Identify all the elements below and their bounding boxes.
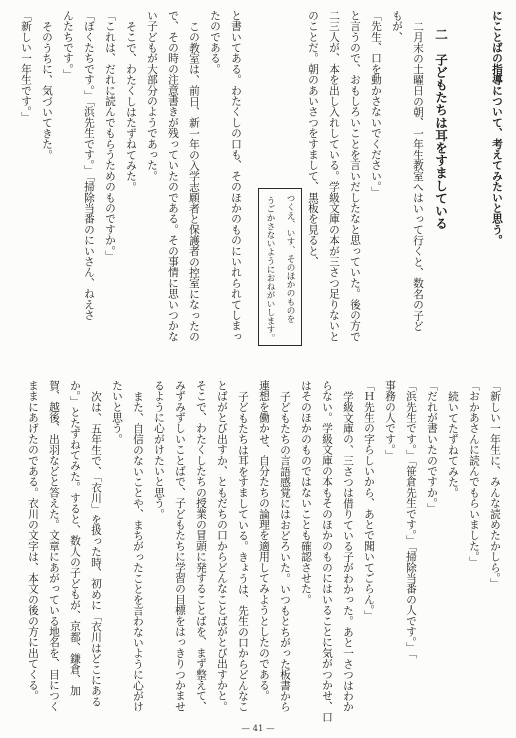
quote-line: 「だれが書いたのですか。」	[426, 380, 439, 514]
quote-line: 「先生、口を動かさないでください。」	[370, 10, 383, 198]
quote-line: 「Ｈ先生の字らしいから、あとで聞いてごらん。」	[363, 380, 376, 621]
body-line: 学級文庫の、三さつは借りている子がわかった。あと一さつはわか	[342, 391, 355, 712]
body-line: たのである。	[209, 10, 222, 75]
body-line: みずみずしいことばで、子どもたちに学習の目標をはっきりつかませ	[174, 380, 187, 712]
quote-line: 「浜先生です。」「笹倉先生です。」「掃除当番の人です。」「	[405, 380, 418, 659]
body-line: とばがとび出すか、ともだちの口からどんなことばがとび出すかと。	[216, 380, 229, 712]
notice-line: つくえ、いす、そのほかのものを	[285, 194, 295, 323]
body-line: この教室は、前日、新一年の入学志願者と保護者の控室になったの	[188, 21, 201, 342]
body-line: また、自信のないことや、まちがったことを言わないように心がけ	[132, 391, 145, 712]
body-line: 二月末の土曜日の朝、一年生教室へはいって行くと、数名の子ど	[412, 21, 425, 332]
body-line: と書いてある。わたくしの口も、そのほかのものにいれられてしまっ	[230, 10, 243, 342]
body-line: 賀、越後、出羽などと答えた。文章にあがっている地名を、目につく	[48, 380, 61, 712]
page-number: — 41 —	[241, 724, 275, 734]
body-line: 次は、五年生で、「衣川」を扱った時、初めに「衣川はどこにある	[90, 391, 103, 707]
body-line: たいと思う。	[111, 380, 124, 445]
body-line: で、その時の注意書きが残っていたのである。その事情に思いつかな	[167, 10, 180, 342]
body-line: 子どもたちの言語感覚にはおどろいた。いつもとちがった板書から	[279, 391, 292, 712]
quote-line: 「新しい一年生です。」	[20, 10, 33, 123]
body-line: と言うので、おもしろいことを言いだしたなと思っていた。後の方で	[349, 10, 362, 342]
quote-line: 「新しい一年生に、みんな読めたかしら。」	[489, 380, 502, 589]
body-line: そこで、わたくしはたずねてみた。	[125, 21, 138, 193]
quote-line: 「おかあさんに読んでもらいました。」	[468, 380, 481, 568]
body-line: るように心がけたいと思う。	[153, 380, 166, 520]
body-line: ままにあげたのである。衣川の文字は、本文の後の方に出てくる。	[27, 380, 40, 701]
quote-line: 「ぼくたちです。」「浜先生です。」「掃除当番のにいさん、ねえさ	[83, 10, 96, 321]
body-line: もが、	[391, 10, 404, 43]
body-line: 二三人が、本を出し入れしている。学級文庫の本が三さつ足りないと	[328, 10, 341, 342]
body-line: のことだ。朝のあいさつをすまして、黒板を見ると、	[307, 10, 320, 267]
body-line: 続いてたずねてみた。	[447, 391, 460, 498]
section-heading: 二 子どもたちは耳をすましている	[433, 28, 448, 230]
body-line: い子どもが大部分のようであった。	[146, 10, 159, 182]
body-line: はそのほかのものではないことも確認させた。	[300, 380, 313, 605]
notice-line: うごかさないようにおねがいします。	[265, 196, 275, 343]
quote-line: 事務の人です。」	[384, 380, 397, 461]
body-line: 連想を働かせ、自分たちの論理を適用してみようとしたのである。	[258, 380, 271, 701]
intro-line: にことばの指導について、考えてみたいと思う。	[491, 10, 504, 246]
quote-line: 「これは、だれに読んでもらうためのものですか。」	[104, 10, 117, 262]
body-line: か。」とたずねてみた。すると、数人の子どもが、京都、鎌倉、加	[69, 380, 82, 696]
body-line: 子どもたちは耳をすましている。きょうは、先生の口からどんなこ	[237, 391, 250, 712]
body-line: そこで、わたくしたちの授業の冒頭に発することばを、まず整えて、	[195, 380, 208, 712]
body-line: んたちです。」	[62, 10, 75, 80]
body-line: そのうちに、気づいてきた。	[41, 21, 54, 161]
body-line: らない。学級文庫の本もそのほかのものにはいることに気がつかせ、口	[321, 380, 334, 723]
